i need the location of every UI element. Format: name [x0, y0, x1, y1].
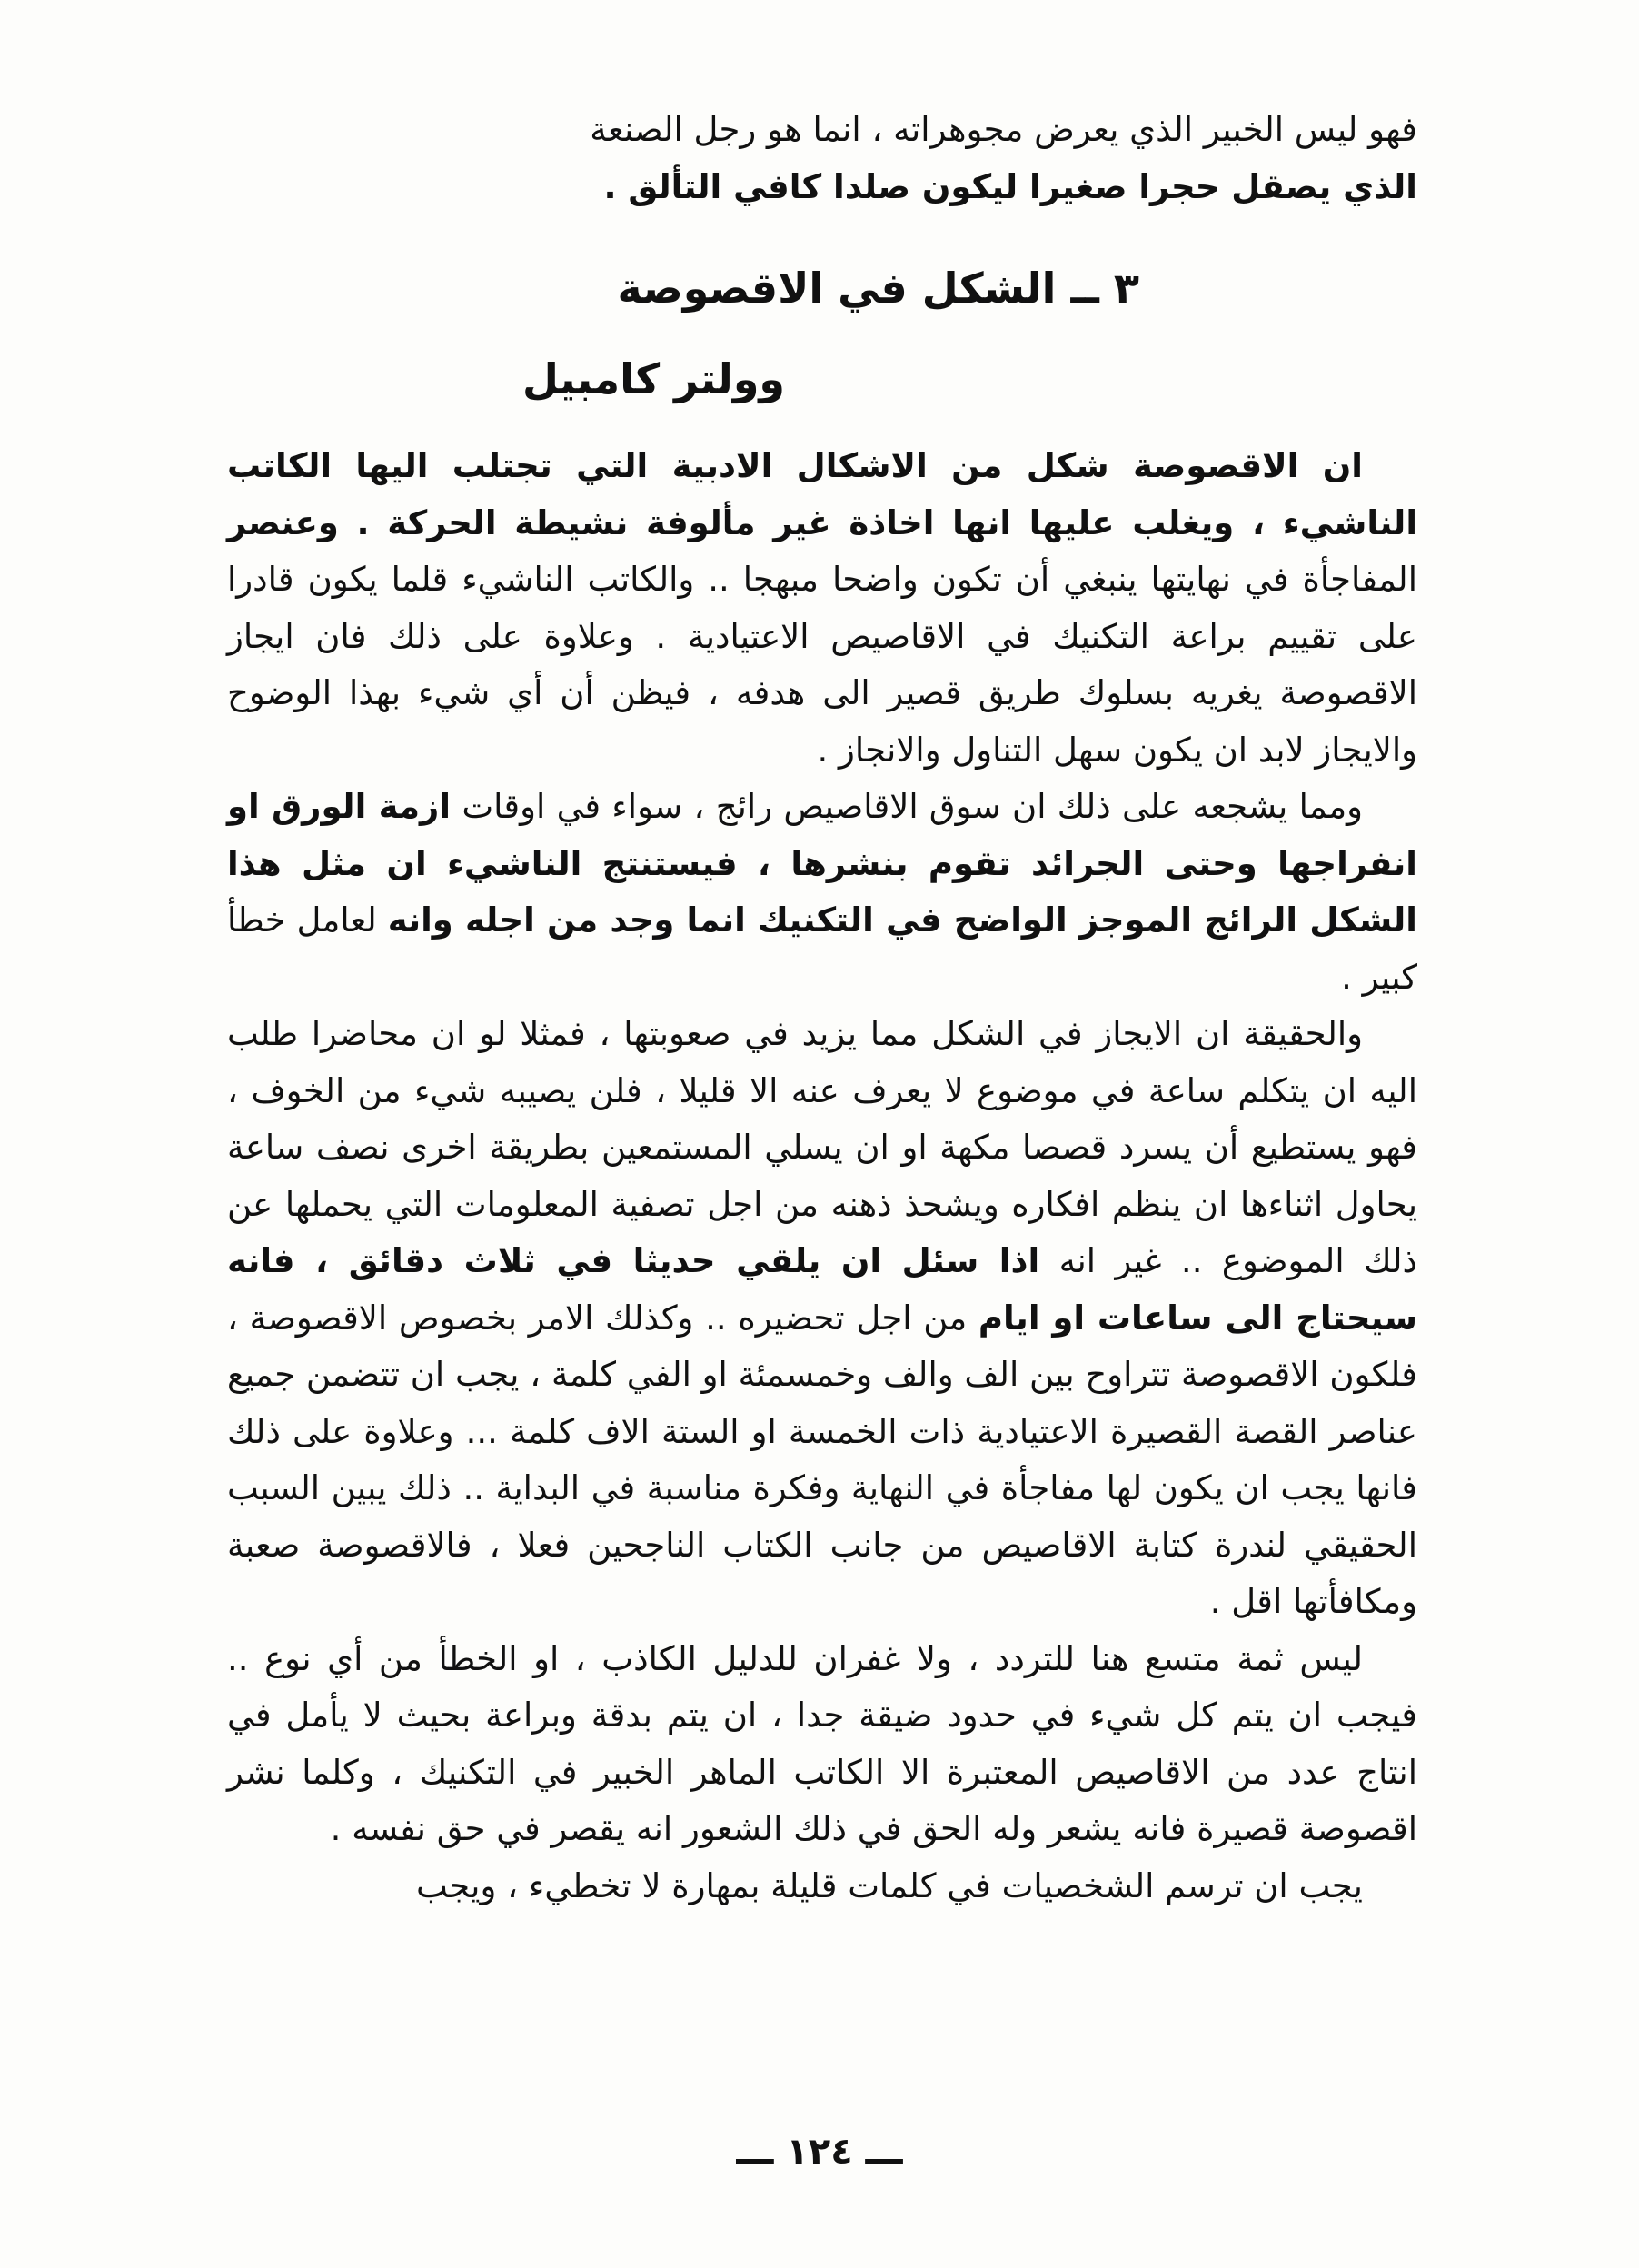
page-number: ـــ ١٢٤ ـــ [736, 2131, 903, 2173]
intro-text [227, 102, 1417, 215]
paragraph-2-text: ومما يشجعه على ذلك ان سوق الاقاصيص رائج ، سواء في اوقات [462, 787, 1364, 826]
paragraph-4-text: ليس ثمة متسع هنا للتردد ، ولا غفران للدليل الكاذب ، او الخطأ من أي نوع .. فيجب ان يتم كل شيء في حدود ضيقة جدا ، ان يتم بدقة وبراعة بحيث لا يأمل في انتاج عدد من الاقاصيص المعتبرة الا الكاتب الماهر الخبير في التكنيك ، وكلما نشر اقصوصة قصيرة فانه يشعر وله الحق في ذلك الشعور انه يقصر في حق نفسه . [227, 1638, 1417, 1848]
paragraph-2-bold: ازمة الورق او انفراجها وحتى الجرائد تقوم بنشرها ، فيستنتج الناشيء ان مثل هذا الشكل الرائج الموجز الواضح في التكنيك انما وجد من اجله وانه [227, 787, 1417, 940]
paragraph-3-bold: اذا سئل ان يلقي حديثا في ثلاث دقائق ، فانه سيحتاج الى ساعات او ايام [227, 1241, 1417, 1338]
body-text [227, 438, 1417, 1915]
paragraph-1 [227, 438, 1417, 779]
paragraph-1-text: المفاجأة في نهايتها ينبغي أن تكون واضحا مبهجا .. والكاتب الناشيء قلما يكون قادرا على تقييم براعة التكنيك في الاقاصيص الاعتيادية . وعلاوة على ذلك فان ايجاز الاقصوصة يغريه بسلوك طريق قصير الى هدفه ، فيظن أن أي شيء بهذا الوضوح والايجاز لابد ان يكون سهل التناول والانجاز . [227, 560, 1417, 770]
paragraph-5-text: يجب ان ترسم الشخصيات في كلمات قليلة بمهارة لا تخطيء ، ويجب [415, 1865, 1363, 1905]
section-title: ٣ ــ الشكل في الاقصوصة [617, 264, 1139, 313]
paragraph-1-bold: ان الاقصوصة شكل من الاشكال الادبية التي تجتلب اليها الكاتب الناشيء ، ويغلب عليها انها اخاذة غير مألوفة نشيطة الحركة . وعنصر [227, 446, 1417, 542]
paragraph-2 [227, 779, 1417, 1006]
paragraph-3-end: من اجل تحضيره .. وكذلك الامر بخصوص الاقصوصة ، فلكون الاقصوصة تتراوح بين الف والف وخمسمئة او الفي كلمة ، يجب ان تتضمن جميع عناصر القصة القصيرة الاعتيادية ذات الخمسة او الستة الاف كلمة ... وعلاوة على ذلك فانها يجب ان يكون لها مفاجأة في النهاية وفكرة مناسبة في البداية .. ذلك يبين السبب الحقيقي لندرة كتابة الاقاصيص من جانب الكتاب الناجحين فعلا ، فالاقصوصة صعبة ومكافأتها اقل . [227, 1298, 1417, 1621]
intro-line-2: الذي يصقل حجرا صغيرا ليكون صلدا كافي التألق . [603, 166, 1417, 206]
paragraph-3 [227, 1006, 1417, 1631]
paragraph-2-end: لعامل خطأ كبير . [227, 900, 1417, 997]
paragraph-5 [227, 1858, 1417, 1915]
intro-line-1: فهو ليس الخبير الذي يعرض مجوهراته ، انما هو رجل الصنعة [590, 110, 1417, 149]
author-name: وولتر كامبيل [522, 354, 785, 403]
paragraph-3-text: والحقيقة ان الايجاز في الشكل مما يزيد في صعوبتها ، فمثلا لو ان محاضرا طلب اليه ان يتكلم ساعة في موضوع لا يعرف عنه الا قليلا ، فلن يصيبه شيء من الخوف ، فهو يستطيع أن يسرد قصصا مكهة او ان يسلي المستمعين بطريقة اخرى نصف ساعة يحاول اثناءها ان ينظم افكاره ويشحذ ذهنه من اجل تصفية المعلومات التي يحملها عن ذلك الموضوع .. غير انه [227, 1014, 1417, 1280]
paragraph-4 [227, 1631, 1417, 1858]
